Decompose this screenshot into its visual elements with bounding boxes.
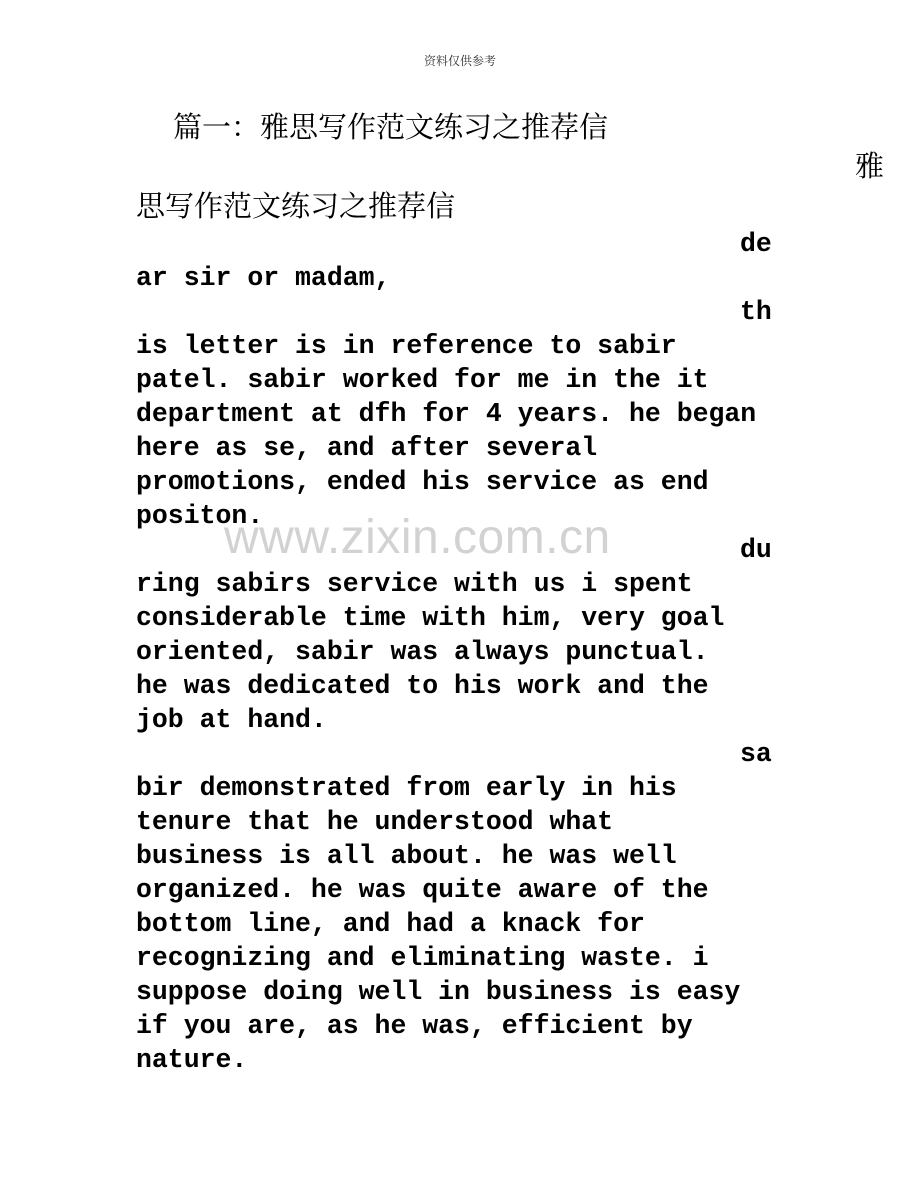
paragraph-2-line: he was dedicated to his work and the: [136, 671, 709, 701]
paragraph-2-line: job at hand.: [136, 705, 327, 735]
paragraph-1-line: positon.: [136, 501, 264, 531]
paragraph-3-line: recognizing and eliminating waste. i: [136, 943, 709, 973]
title-continuation-fragment: 雅: [855, 149, 885, 183]
watermark: www.zixin.com.cn: [224, 511, 611, 564]
paragraph-3-line: if you are, as he was, efficient by: [136, 1011, 693, 1041]
paragraph-3-line: bir demonstrated from early in his: [136, 773, 677, 803]
paragraph-1-line: patel. sabir worked for me in the it: [136, 365, 709, 395]
paragraph-1-fragment: th: [740, 297, 772, 327]
paragraph-1-line: here as se, and after several: [136, 433, 598, 463]
header-note: 资料仅供参考: [423, 54, 496, 68]
paragraph-3-line: bottom line, and had a knack for: [136, 909, 645, 939]
paragraph-3-line: tenure that he understood what: [136, 807, 614, 837]
paragraph-1-line: department at dfh for 4 years. he began: [136, 399, 757, 429]
paragraph-3-line: nature.: [136, 1045, 248, 1075]
paragraph-2-line: considerable time with him, very goal: [136, 603, 725, 633]
paragraph-1-line: promotions, ended his service as end: [136, 467, 709, 497]
paragraph-3-fragment: sa: [740, 739, 772, 769]
salutation-fragment: de: [740, 229, 772, 259]
paragraph-2-line: oriented, sabir was always punctual.: [136, 637, 709, 667]
title-continuation: 思写作范文练习之推荐信: [136, 189, 456, 223]
paragraph-2-line: ring sabirs service with us i spent: [136, 569, 693, 599]
paragraph-3-line: suppose doing well in business is easy: [136, 977, 741, 1007]
paragraph-3-line: business is all about. he was well: [136, 841, 677, 871]
document-title: 篇一：雅思写作范文练习之推荐信: [173, 110, 609, 144]
paragraph-1-line: is letter is in reference to sabir: [136, 331, 677, 361]
paragraph-3-line: organized. he was quite aware of the: [136, 875, 709, 905]
paragraph-2-fragment: du: [740, 535, 772, 565]
salutation: ar sir or madam,: [136, 263, 391, 293]
